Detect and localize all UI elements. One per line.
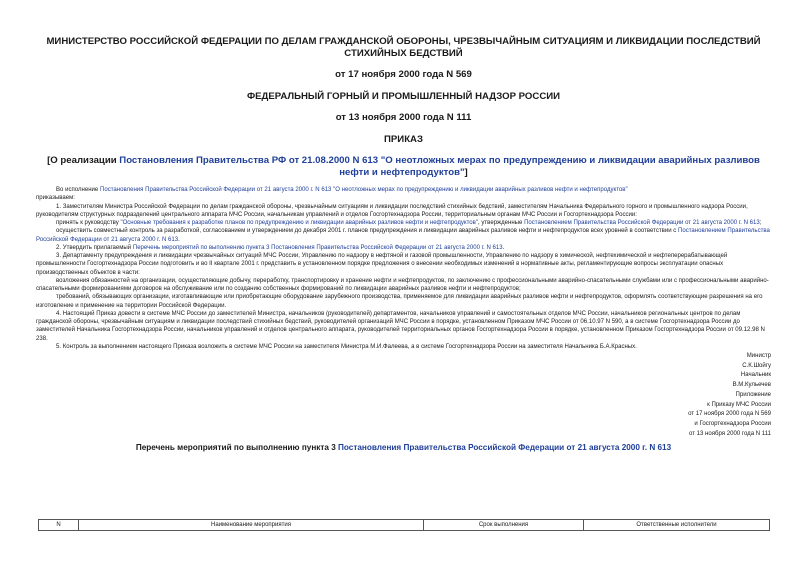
agency-heading: ФЕДЕРАЛЬНЫЙ ГОРНЫЙ И ПРОМЫШЛЕННЫЙ НАДЗОР РОССИИ <box>246 90 561 102</box>
order-date-1: от 17 ноября 2000 года N 569 <box>335 69 472 80</box>
signer-name-1: С.К.Шойгу <box>742 362 771 369</box>
measures-list-link[interactable]: Перечень мероприятий по выполнению пункта 3 Постановления Правительства Российской Федерации от 21 августа 2000 г. N 613 <box>132 244 503 251</box>
paragraph-3a: возложения обязанностей на организации, осуществляющие добычу, переработку, транспортировку и хранение нефти и нефтепродуктов, по заключению с профессиональными аварийно-спасательными службами или с профессиональными аварийно-спасательными формированиями договоров на обслуживание или по созданию собственных формирований по ликвидации аварийных разливов нефти и нефтепродуктов; <box>36 277 769 292</box>
column-measure: Наименование мероприятия <box>79 520 424 531</box>
column-deadline: Срок выполнения <box>424 520 584 531</box>
paragraph-1b <box>36 227 771 244</box>
p2-text-2: . <box>502 244 505 251</box>
intro-resolution-link[interactable]: Постановления Правительства Российской Федерации от 21 августа 2000 г. N 613 "О неотложных мерах по предупреждению и ликвидации аварийных разливов нефти и нефтепродуктов" <box>99 187 628 193</box>
column-number: N <box>39 520 79 531</box>
resolution-link-3[interactable]: Постановлением Правительства Российской Федерации от 21 августа 2000 г. N 613 <box>36 228 770 243</box>
title-resolution-link[interactable]: Постановления Правительства РФ от 21.08.2000 N 613 "О неотложных мерах по предупреждению и ликвидации аварийных разливов нефти и нефтепродуктов" <box>119 155 760 178</box>
p1a-text-2: , утвержденные <box>478 220 525 226</box>
paragraph-4: 4. Настоящий Приказ довести в системе МЧС России до заместителей Министра, начальников (руководителей) департаментов, начальников управлений и самостоятельных отделов МЧС России, начальников региональных центров по делам гражданской обороны, чрезвычайным ситуациям и ликвидации последствий стихийных бедствий, руководителей организаций МЧС России в порядке, установленном Приказом МЧС России от 06.10.97 N 590, а в системе Госгортехнадзора России до заместителей Начальника Госгортехнадзора России, начальников управлений и отделов центрального аппарата, руководителей территориальных органов Госгортехнадзора России в порядке, установленном Приказом Госгортехнадзора России от 09.12.98 N 238. <box>36 310 765 342</box>
title-suffix: ] <box>464 166 468 178</box>
signer-name-2: В.М.Кульечев <box>732 382 771 389</box>
p1b-text-2: . <box>178 236 180 243</box>
column-responsible: Ответственные исполнители <box>584 520 770 531</box>
paragraph-5: 5. Контроль за выполнением настоящего Приказа возложить в системе МЧС России на заместителя Министра М.И.Фалеева, а в системе Госгортехнадзора России на заместителя Начальника Б.А.Красных. <box>56 343 637 350</box>
intro-paragraph <box>36 186 771 194</box>
requirements-link[interactable]: "Основные требования к разработке планов по предупреждению и ликвидации аварийных разливов нефти и нефтепродуктов" <box>120 220 479 226</box>
resolution-link-2[interactable]: Постановлением Правительства Российской Федерации от 21 августа 2000 г. N 613 <box>524 220 760 226</box>
measures-list-title <box>36 443 771 453</box>
appendix-agency: и Госгортехнадзора России <box>694 420 771 427</box>
signer-role-2: Начальник <box>740 372 771 379</box>
list-resolution-link[interactable]: Постановления Правительства Российской Федерации от 21 августа 2000 г. N 613 <box>338 443 672 453</box>
p2-text: 2. Утвердить прилагаемый <box>56 244 133 251</box>
title-prefix: [О реализации <box>47 155 120 166</box>
p1a-text: принять к руководству <box>56 220 121 226</box>
measures-table <box>38 519 770 531</box>
document-title <box>36 155 771 178</box>
intro-text: Во исполнение <box>56 187 100 193</box>
appendix-ref: к Приказу МЧС России <box>707 401 771 408</box>
paragraph-3b: требований, обязывающих организации, изготавливающие или приобретающие оборудование зарубежного производства, применяемое для ликвидации аварийных разливов нефти и нефтепродуктов, оформлять соответствующие разрешения на его изготовление и применение на территории Российской Федерации. <box>36 294 763 309</box>
paragraph-1: 1. Заместителям Министра Российской Федерации по делам гражданской обороны, чрезвычайным ситуациям и ликвидации последствий стихийных бедствий, заместителям Начальника Федерального горного и промышленного надзора России, руководителям структурных подразделений центрального аппарата МЧС России, начальникам управлений и отделов Госгортехнадзора России, территориальным органам МЧС России и Госгортехнадзора России: <box>36 203 748 218</box>
list-title-text: Перечень мероприятий по выполнению пункта 3 <box>135 443 339 453</box>
appendix-label: Приложение <box>735 391 771 398</box>
table-header-row <box>39 520 770 531</box>
document-page <box>36 30 771 462</box>
document-type: ПРИКАЗ <box>384 133 423 145</box>
paragraph-3: 3. Департаменту предупреждения и ликвидации чрезвычайных ситуаций МЧС России, Управлению по надзору в нефтяной и газовой промышленности, Управлению по надзору в химической, нефтехимической и нефтеперерабатывающей промышленности Госгортехнадзора России подготовить и во II квартале 2001 г. представить в установленном порядке предложения о внесении необходимых изменений в нормативные акты, регламентирующие вопросы эксплуатации опасных производственных объектов в части: <box>36 253 728 276</box>
order-date-2: от 13 ноября 2000 года N 111 <box>335 112 472 123</box>
signer-role-1: Министр <box>746 353 771 359</box>
document-body <box>36 186 771 351</box>
paragraph-1a <box>36 219 771 227</box>
p1b-text: осуществить совместный контроль за разработкой, согласованием и утверждением до декабря 2001 г. планов предупреждения и ликвидации аварийных разливов нефти и нефтепродуктов всех уровней в соответствии с <box>56 228 678 235</box>
paragraph-2 <box>36 244 771 252</box>
ministry-heading: МИНИСТЕРСТВО РОССИЙСКОЙ ФЕДЕРАЦИИ ПО ДЕЛАМ ГРАЖДАНСКОЙ ОБОРОНЫ, ЧРЕЗВЫЧАЙНЫМ СИТУАЦИЯМ И ЛИКВИДАЦИИ ПОСЛЕДСТВИЙ СТИХИЙНЫХ БЕДСТВИЙ <box>46 36 761 59</box>
orders-line: приказываем: <box>36 195 75 202</box>
appendix-date-1: от 17 ноября 2000 года N 569 <box>688 411 771 418</box>
appendix-date-2: от 13 ноября 2000 года N 111 <box>688 430 771 437</box>
p1a-text-3: ; <box>759 220 762 226</box>
signature-block <box>36 352 771 439</box>
